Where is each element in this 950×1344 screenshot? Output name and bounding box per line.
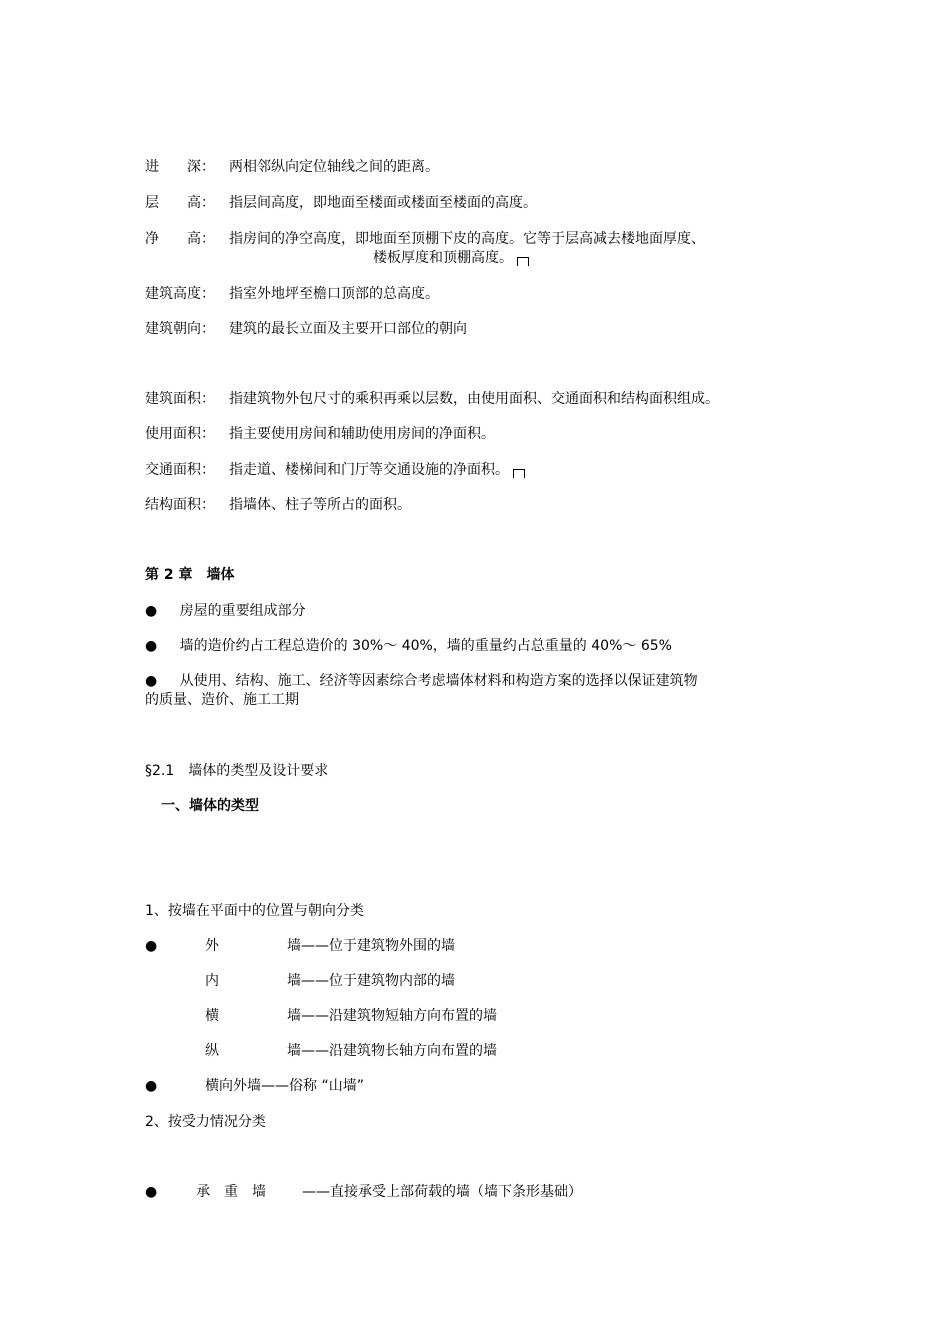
def-desc: 指层间高度，即地面至楼面或楼面至楼面的高度。 — [229, 195, 537, 211]
def-clear-height — [145, 230, 705, 248]
gable-wall-text: 横向外墙——俗称 “山墙” — [205, 1078, 364, 1094]
area-desc: 指建筑物外包尺寸的乘积再乘以层数，由使用面积、交通面积和结构面积组成。 — [229, 391, 719, 407]
bullet-text: 从使用、结构、施工、经济等因素综合考虑墙体材料和构造方案的选择以保证建筑物 — [179, 673, 698, 689]
section-title: §2.1 墙体的类型及设计要求 — [145, 763, 329, 779]
gable-wall-item — [145, 1077, 157, 1095]
bearing-wall-name: 承 重 墙 — [196, 1184, 266, 1200]
wall-type-desc: 墙——沿建筑物短轴方向布置的墙 — [287, 1008, 497, 1024]
chapter-bullet — [145, 672, 698, 690]
area-traffic — [145, 461, 525, 479]
def-desc: 两相邻纵向定位轴线之间的距离。 — [229, 159, 439, 175]
bullet-icon: ● — [145, 638, 158, 654]
bullet-icon: ● — [145, 938, 158, 954]
area-term: 使用面积： — [145, 426, 215, 442]
def-desc: 建筑的最长立面及主要开口部位的朝向 — [229, 321, 467, 337]
def-depth — [145, 158, 439, 176]
bullet-icon: ● — [145, 1184, 158, 1200]
bullet-icon: ● — [145, 603, 158, 619]
def-building-height — [145, 285, 439, 303]
class1-title: 1、按墙在平面中的位置与朝向分类 — [145, 903, 364, 919]
edit-mark-icon — [517, 257, 529, 266]
def-term: 净 高： — [145, 231, 215, 247]
wall-type-name: 横 — [205, 1008, 219, 1024]
def-term: 层 高： — [145, 195, 215, 211]
area-desc: 指主要使用房间和辅助使用房间的净面积。 — [229, 426, 495, 442]
area-term: 结构面积： — [145, 497, 215, 513]
area-structure — [145, 496, 411, 514]
area-use — [145, 425, 495, 443]
def-desc: 指房间的净空高度，即地面至顶棚下皮的高度。它等于层高减去楼地面厚度、 — [229, 231, 705, 247]
wall-type-desc: 墙——沿建筑物长轴方向布置的墙 — [287, 1043, 497, 1059]
wall-type-name: 内 — [205, 973, 219, 989]
def-desc: 指室外地坪至檐口顶部的总高度。 — [229, 286, 439, 302]
def-orientation — [145, 320, 467, 338]
wall-type-item — [145, 937, 157, 955]
bullet-text: 房屋的重要组成部分 — [179, 603, 306, 619]
chapter-title: 第 2 章 墙体 — [145, 567, 235, 583]
def-floor-height — [145, 194, 537, 212]
area-term: 交通面积： — [145, 462, 215, 478]
bullet-icon: ● — [145, 673, 158, 689]
def-term: 建筑高度： — [145, 286, 215, 302]
chapter-bullet — [145, 637, 672, 655]
area-building — [145, 390, 719, 408]
bullet-icon: ● — [145, 1078, 158, 1094]
def-desc-cont: 楼板厚度和顶棚高度。 — [373, 250, 513, 266]
area-term: 建筑面积： — [145, 391, 215, 407]
chapter-bullet-cont: 的质量、造价、施工工期 — [145, 692, 299, 708]
wall-type-desc: 墙——位于建筑物内部的墙 — [287, 973, 455, 989]
bearing-wall-item — [145, 1183, 157, 1201]
bearing-wall-desc: ——直接承受上部荷载的墙（墙下条形基础） — [302, 1184, 582, 1200]
def-clear-height-cont — [373, 249, 529, 267]
edit-mark-icon — [513, 469, 525, 478]
chapter-bullet — [145, 602, 306, 620]
class2-title: 2、按受力情况分类 — [145, 1114, 266, 1130]
wall-type-desc: 墙——位于建筑物外围的墙 — [287, 938, 455, 954]
area-desc: 指走道、楼梯间和门厅等交通设施的净面积。 — [229, 462, 509, 478]
wall-type-name: 纵 — [205, 1043, 219, 1059]
def-term: 进 深： — [145, 159, 215, 175]
bullet-text: 墙的造价约占工程总造价的 30%～ 40%，墙的重量约占总重量的 40%～ 65% — [179, 638, 672, 654]
def-term: 建筑朝向： — [145, 321, 215, 337]
wall-type-name: 外 — [205, 938, 219, 954]
area-desc: 指墙体、柱子等所占的面积。 — [229, 497, 411, 513]
section-subtitle: 一、墙体的类型 — [161, 798, 259, 814]
